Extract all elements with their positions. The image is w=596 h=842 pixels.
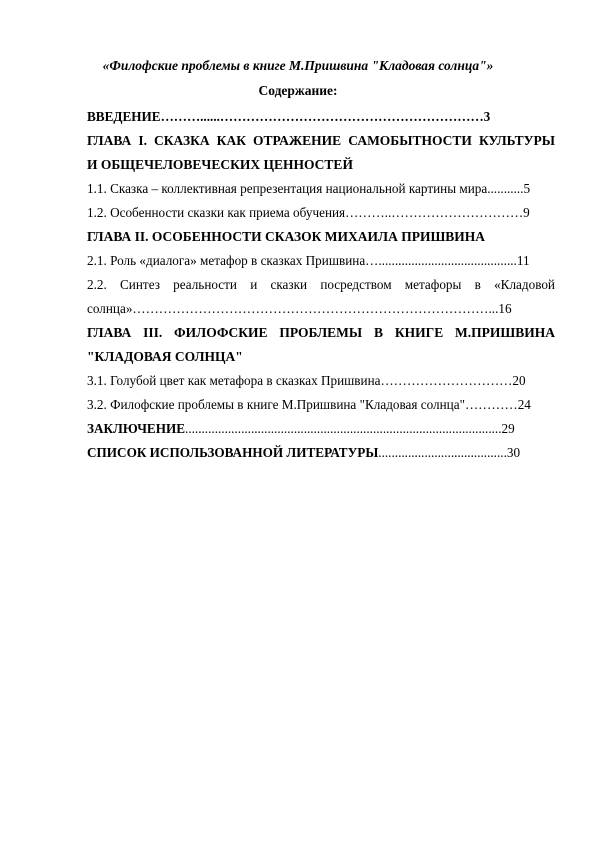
table-of-contents [87,105,555,465]
toc-chapter-1-line-1[interactable]: ГЛАВА I. СКАЗКА КАК ОТРАЖЕНИЕ САМОБЫТНОСТИ КУЛЬТУРЫ [87,133,555,148]
toc-chapter-2[interactable]: ГЛАВА II. ОСОБЕННОСТИ СКАЗОК МИХАИЛА ПРИШВИНА [87,229,486,244]
toc-entry-3-1[interactable]: 3.1. Голубой цвет как метафора в сказках Пришвина…………………………20 [87,373,526,388]
toc-entry-conclusion[interactable] [87,417,555,441]
toc-entry-references-leader: .......................................30 [378,445,521,460]
toc-heading: Содержание: [258,83,338,98]
toc-entry-conclusion-leader: ................................................................................................29 [185,421,515,436]
toc-chapter-1-line-2[interactable]: И ОБЩЕЧЕЛОВЕЧЕСКИХ ЦЕННОСТЕЙ [87,157,353,172]
toc-entry-intro[interactable]: ВВЕДЕНИЕ………......……………………………………………………3 [87,109,491,124]
toc-entry-references-label: СПИСОК ИСПОЛЬЗОВАННОЙ ЛИТЕРАТУРЫ [87,445,379,460]
toc-entry-3-2[interactable]: 3.2. Филофские проблемы в книге М.Пришвина "Кладовая солнца"…………24 [87,397,531,412]
toc-entry-1-2[interactable]: 1.2. Особенности сказки как приема обучения………..…………………………9 [87,205,530,220]
toc-entry-1-1[interactable]: 1.1. Сказка – коллективная репрезентация национальной картины мира...........5 [87,181,531,196]
toc-chapter-3-line-2[interactable]: "КЛАДОВАЯ СОЛНЦА" [87,349,243,364]
toc-entry-references[interactable] [87,441,555,465]
toc-chapter-3-line-1[interactable]: ГЛАВА III. ФИЛОФСКИЕ ПРОБЛЕМЫ В КНИГЕ М.ПРИШВИНА [87,325,555,340]
toc-entry-conclusion-label: ЗАКЛЮЧЕНИЕ [87,421,186,436]
document-title: «Филофские проблемы в книге М.Пришвина "Кладовая солнца"» [102,58,494,73]
toc-entry-2-2-line-1[interactable]: 2.2. Синтез реальности и сказки посредством метафоры в «Кладовой [87,277,555,292]
toc-entry-2-1[interactable]: 2.1. Роль «диалога» метафор в сказках Пришвина…..........................................11 [87,253,530,268]
toc-entry-2-2-line-2[interactable]: солнца»………………………………………………………………………...16 [87,301,512,316]
